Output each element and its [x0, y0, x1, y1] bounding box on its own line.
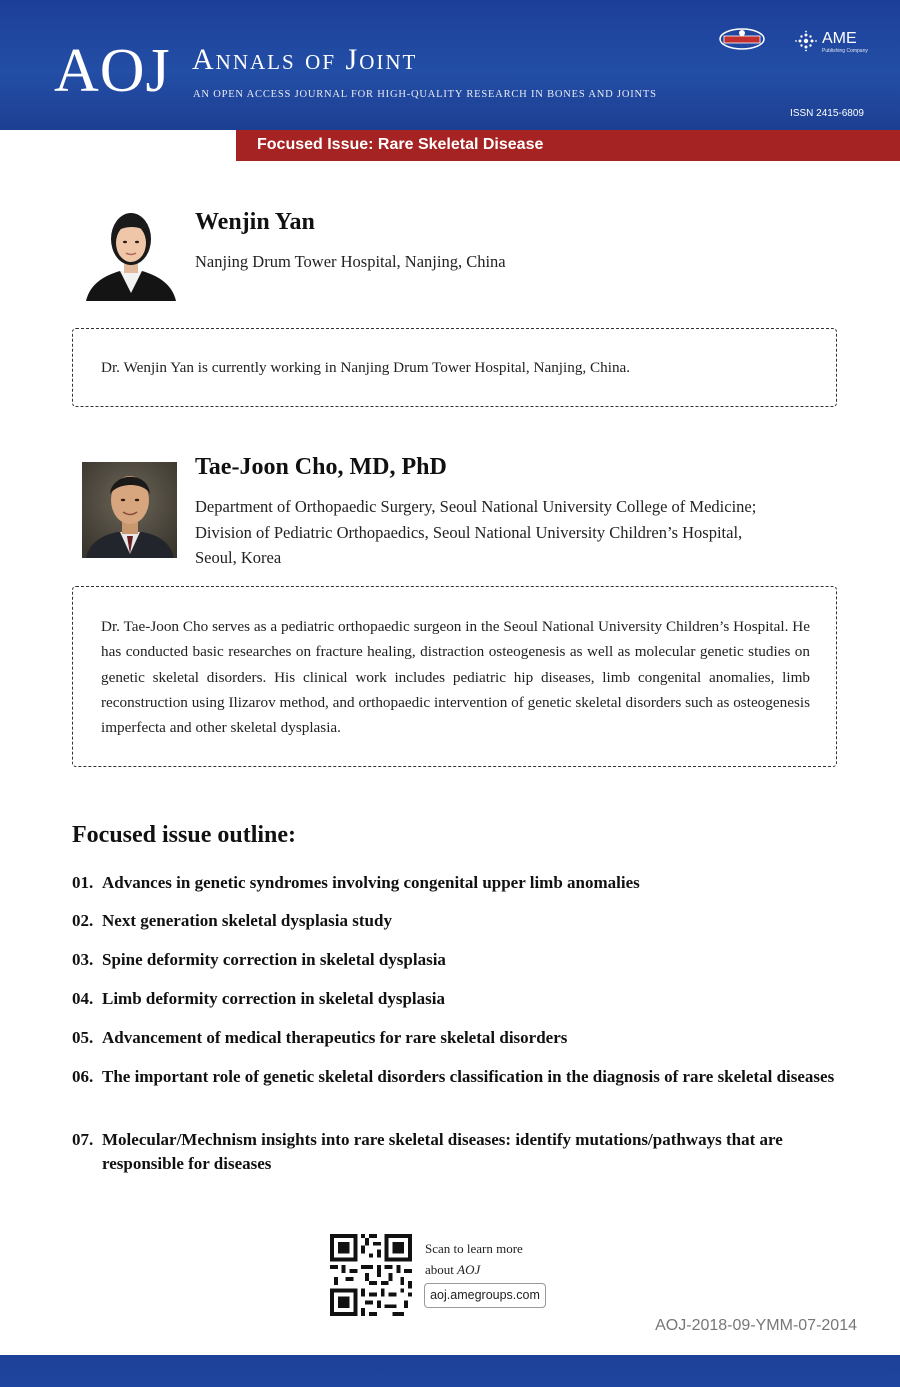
author-bio: Dr. Wenjin Yan is currently working in Nanjing Drum Tower Hospital, Nanjing, China. — [101, 359, 631, 376]
outline-text: Next generation skeletal dysplasia study — [102, 911, 392, 930]
author-name: Tae-Joon Cho, MD, PhD — [195, 454, 447, 480]
document-code: AOJ-2018-09-YMM-07-2014 — [655, 1317, 857, 1334]
outline-number: 07. — [72, 1130, 94, 1149]
outline-number: 04. — [72, 989, 94, 1008]
outline-item — [72, 909, 842, 933]
footer-bar — [0, 1355, 900, 1387]
affiliation-line: Seoul, Korea — [195, 548, 282, 567]
outline-text: The important role of genetic skeletal disorders classification in the diagnosis of rare skeletal diseases — [102, 1067, 835, 1086]
author-photo-tae-joon-cho — [82, 462, 177, 558]
journal-url-link[interactable]: aoj.amegroups.com — [424, 1283, 546, 1308]
scan-prompt — [425, 1238, 523, 1280]
author-affiliation — [195, 249, 506, 275]
outline-number: 05. — [72, 1028, 94, 1047]
outline-item — [72, 948, 842, 972]
outline-text: Limb deformity correction in skeletal dysplasia — [102, 989, 445, 1008]
banner-label: Focused Issue: Rare Skeletal Disease — [257, 136, 544, 153]
affiliation-line: Division of Pediatric Orthopaedics, Seoul National University Children’s Hospital, — [195, 522, 743, 542]
publisher-name: AME — [822, 30, 857, 47]
outline-number: 03. — [72, 950, 94, 969]
issn-label: ISSN 2415-6809 — [790, 108, 864, 119]
author-bio: Dr. Tae-Joon Cho serves as a pediatric orthopaedic surgeon in the Seoul National University Children’s Hospital. He has conducted basic researches on fracture healing, distraction osteogenesis as well as molecular genetic studies on genetic skeletal disorders. His clinical work includes pediatric hip diseases, limb congenital anomalies, limb reconstruction using Ilizarov method, and orthopaedic intervention of genetic skeletal disorders such as osteogenesis imperfecta and other skeletal dysplasia. — [101, 618, 810, 737]
scan-line — [425, 1259, 523, 1280]
author-photo-wenjin-yan — [84, 203, 178, 301]
journal-logo: AOJ — [54, 37, 171, 105]
author-bio-box — [72, 328, 837, 407]
affiliation-line: Department of Orthopaedic Surgery, Seoul National University College of Medicine; — [195, 497, 757, 516]
scan-prefix: about — [425, 1262, 458, 1277]
author-bio-box — [72, 586, 837, 767]
outline-title: Focused issue outline: — [72, 822, 297, 848]
scan-journal: AOJ — [457, 1262, 481, 1277]
focused-issue-banner — [236, 130, 900, 161]
outline-number: 06. — [72, 1067, 94, 1086]
outline-text: Molecular/Mechnism insights into rare skeletal diseases: identify mutations/pathways that are responsible for diseases — [102, 1130, 783, 1173]
outline-item — [72, 1065, 842, 1089]
journal-subtitle: AN OPEN ACCESS JOURNAL FOR HIGH-QUALITY RESEARCH IN BONES AND JOINTS — [193, 89, 657, 100]
author-name: Wenjin Yan — [195, 209, 315, 235]
journal-title: Annals of Joint — [192, 43, 418, 76]
outline-item — [72, 987, 842, 1011]
outline-text: Advances in genetic syndromes involving congenital upper limb anomalies — [102, 873, 640, 892]
author-affiliation — [195, 494, 756, 571]
qr-code-icon[interactable] — [330, 1234, 412, 1316]
publisher-subtitle: Publishing Company — [822, 48, 868, 54]
outline-text: Advancement of medical therapeutics for rare skeletal disorders — [102, 1028, 568, 1047]
scan-line: Scan to learn more — [425, 1241, 523, 1256]
outline-item — [72, 1128, 842, 1176]
outline-item — [72, 871, 842, 895]
outline-number: 01. — [72, 873, 94, 892]
outline-item — [72, 1026, 842, 1050]
outline-number: 02. — [72, 911, 94, 930]
affiliation-line: Nanjing Drum Tower Hospital, Nanjing, China — [195, 252, 506, 271]
journal-header — [0, 0, 900, 130]
outline-text: Spine deformity correction in skeletal dysplasia — [102, 950, 446, 969]
society-seal-icon — [718, 27, 766, 51]
